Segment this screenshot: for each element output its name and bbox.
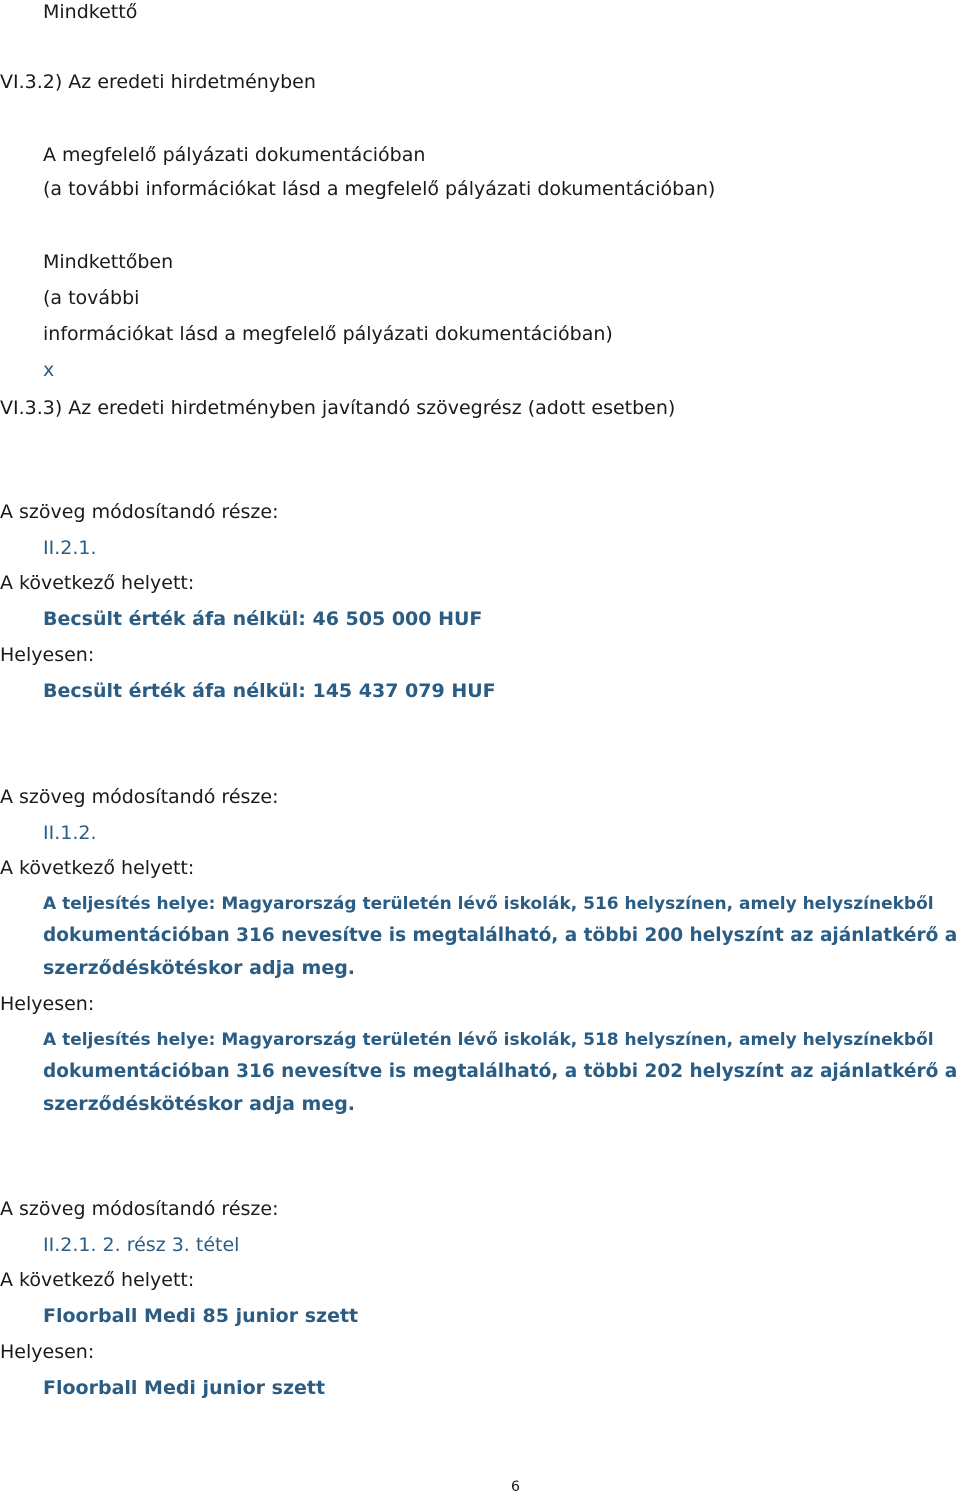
heading-vi-3-3: VI.3.3) Az eredeti hirdetményben javítandó szövegrész (adott esetben): [0, 397, 676, 419]
option-mk-line2: (a további: [43, 287, 140, 309]
option-pd-line2: (a további információkat lásd a megfelelő pályázati dokumentációban): [43, 178, 716, 200]
section3-label-instead: A következő helyett:: [0, 1269, 195, 1291]
section3-instead-line1: Floorball Medi 85 junior szett: [43, 1305, 359, 1327]
option-mindketto: Mindkettő: [43, 1, 138, 23]
selection-mark: x: [43, 359, 55, 381]
page-number: 6: [511, 1479, 520, 1495]
section2-correct-line3: szerződéskötéskor adja meg.: [43, 1093, 356, 1115]
section2-instead-line2: dokumentációban 316 nevesítve is megtalálható, a többi 200 helyszínt az ajánlatkérő a: [43, 925, 958, 946]
section3-correct-line1: Floorball Medi junior szett: [43, 1377, 326, 1399]
section3-part: II.2.1. 2. rész 3. tétel: [43, 1234, 240, 1256]
section2-correct-line2: dokumentációban 316 nevesítve is megtalálható, a többi 202 helyszínt az ajánlatkérő a: [43, 1061, 958, 1082]
section3-label-correct: Helyesen:: [0, 1341, 95, 1363]
section2-label-part: A szöveg módosítandó része:: [0, 786, 279, 808]
section3-label-part: A szöveg módosítandó része:: [0, 1198, 279, 1220]
option-pd-line1: A megfelelő pályázati dokumentációban: [43, 144, 426, 166]
section1-label-correct: Helyesen:: [0, 644, 95, 666]
section2-correct-line1: A teljesítés helye: Magyarország területén lévő iskolák, 518 helyszínen, amely helyszínekből: [43, 1030, 934, 1050]
section1-instead-line1: Becsült érték áfa nélkül: 46 505 000 HUF: [43, 608, 483, 630]
section1-label-instead: A következő helyett:: [0, 572, 195, 594]
section1-correct-line1: Becsült érték áfa nélkül: 145 437 079 HUF: [43, 680, 496, 702]
section2-instead-line1: A teljesítés helye: Magyarország területén lévő iskolák, 516 helyszínen, amely helyszínekből: [43, 894, 934, 914]
section1-label-part: A szöveg módosítandó része:: [0, 501, 279, 523]
option-mk-line3: információkat lásd a megfelelő pályázati dokumentációban): [43, 323, 613, 345]
section1-part: II.2.1.: [43, 537, 97, 559]
section2-part: II.1.2.: [43, 822, 97, 844]
section2-label-instead: A következő helyett:: [0, 857, 195, 879]
section2-instead-line3: szerződéskötéskor adja meg.: [43, 957, 356, 979]
heading-vi-3-2: VI.3.2) Az eredeti hirdetményben: [0, 71, 316, 93]
section2-label-correct: Helyesen:: [0, 993, 95, 1015]
option-mindkettoben: Mindkettőben: [43, 251, 174, 273]
